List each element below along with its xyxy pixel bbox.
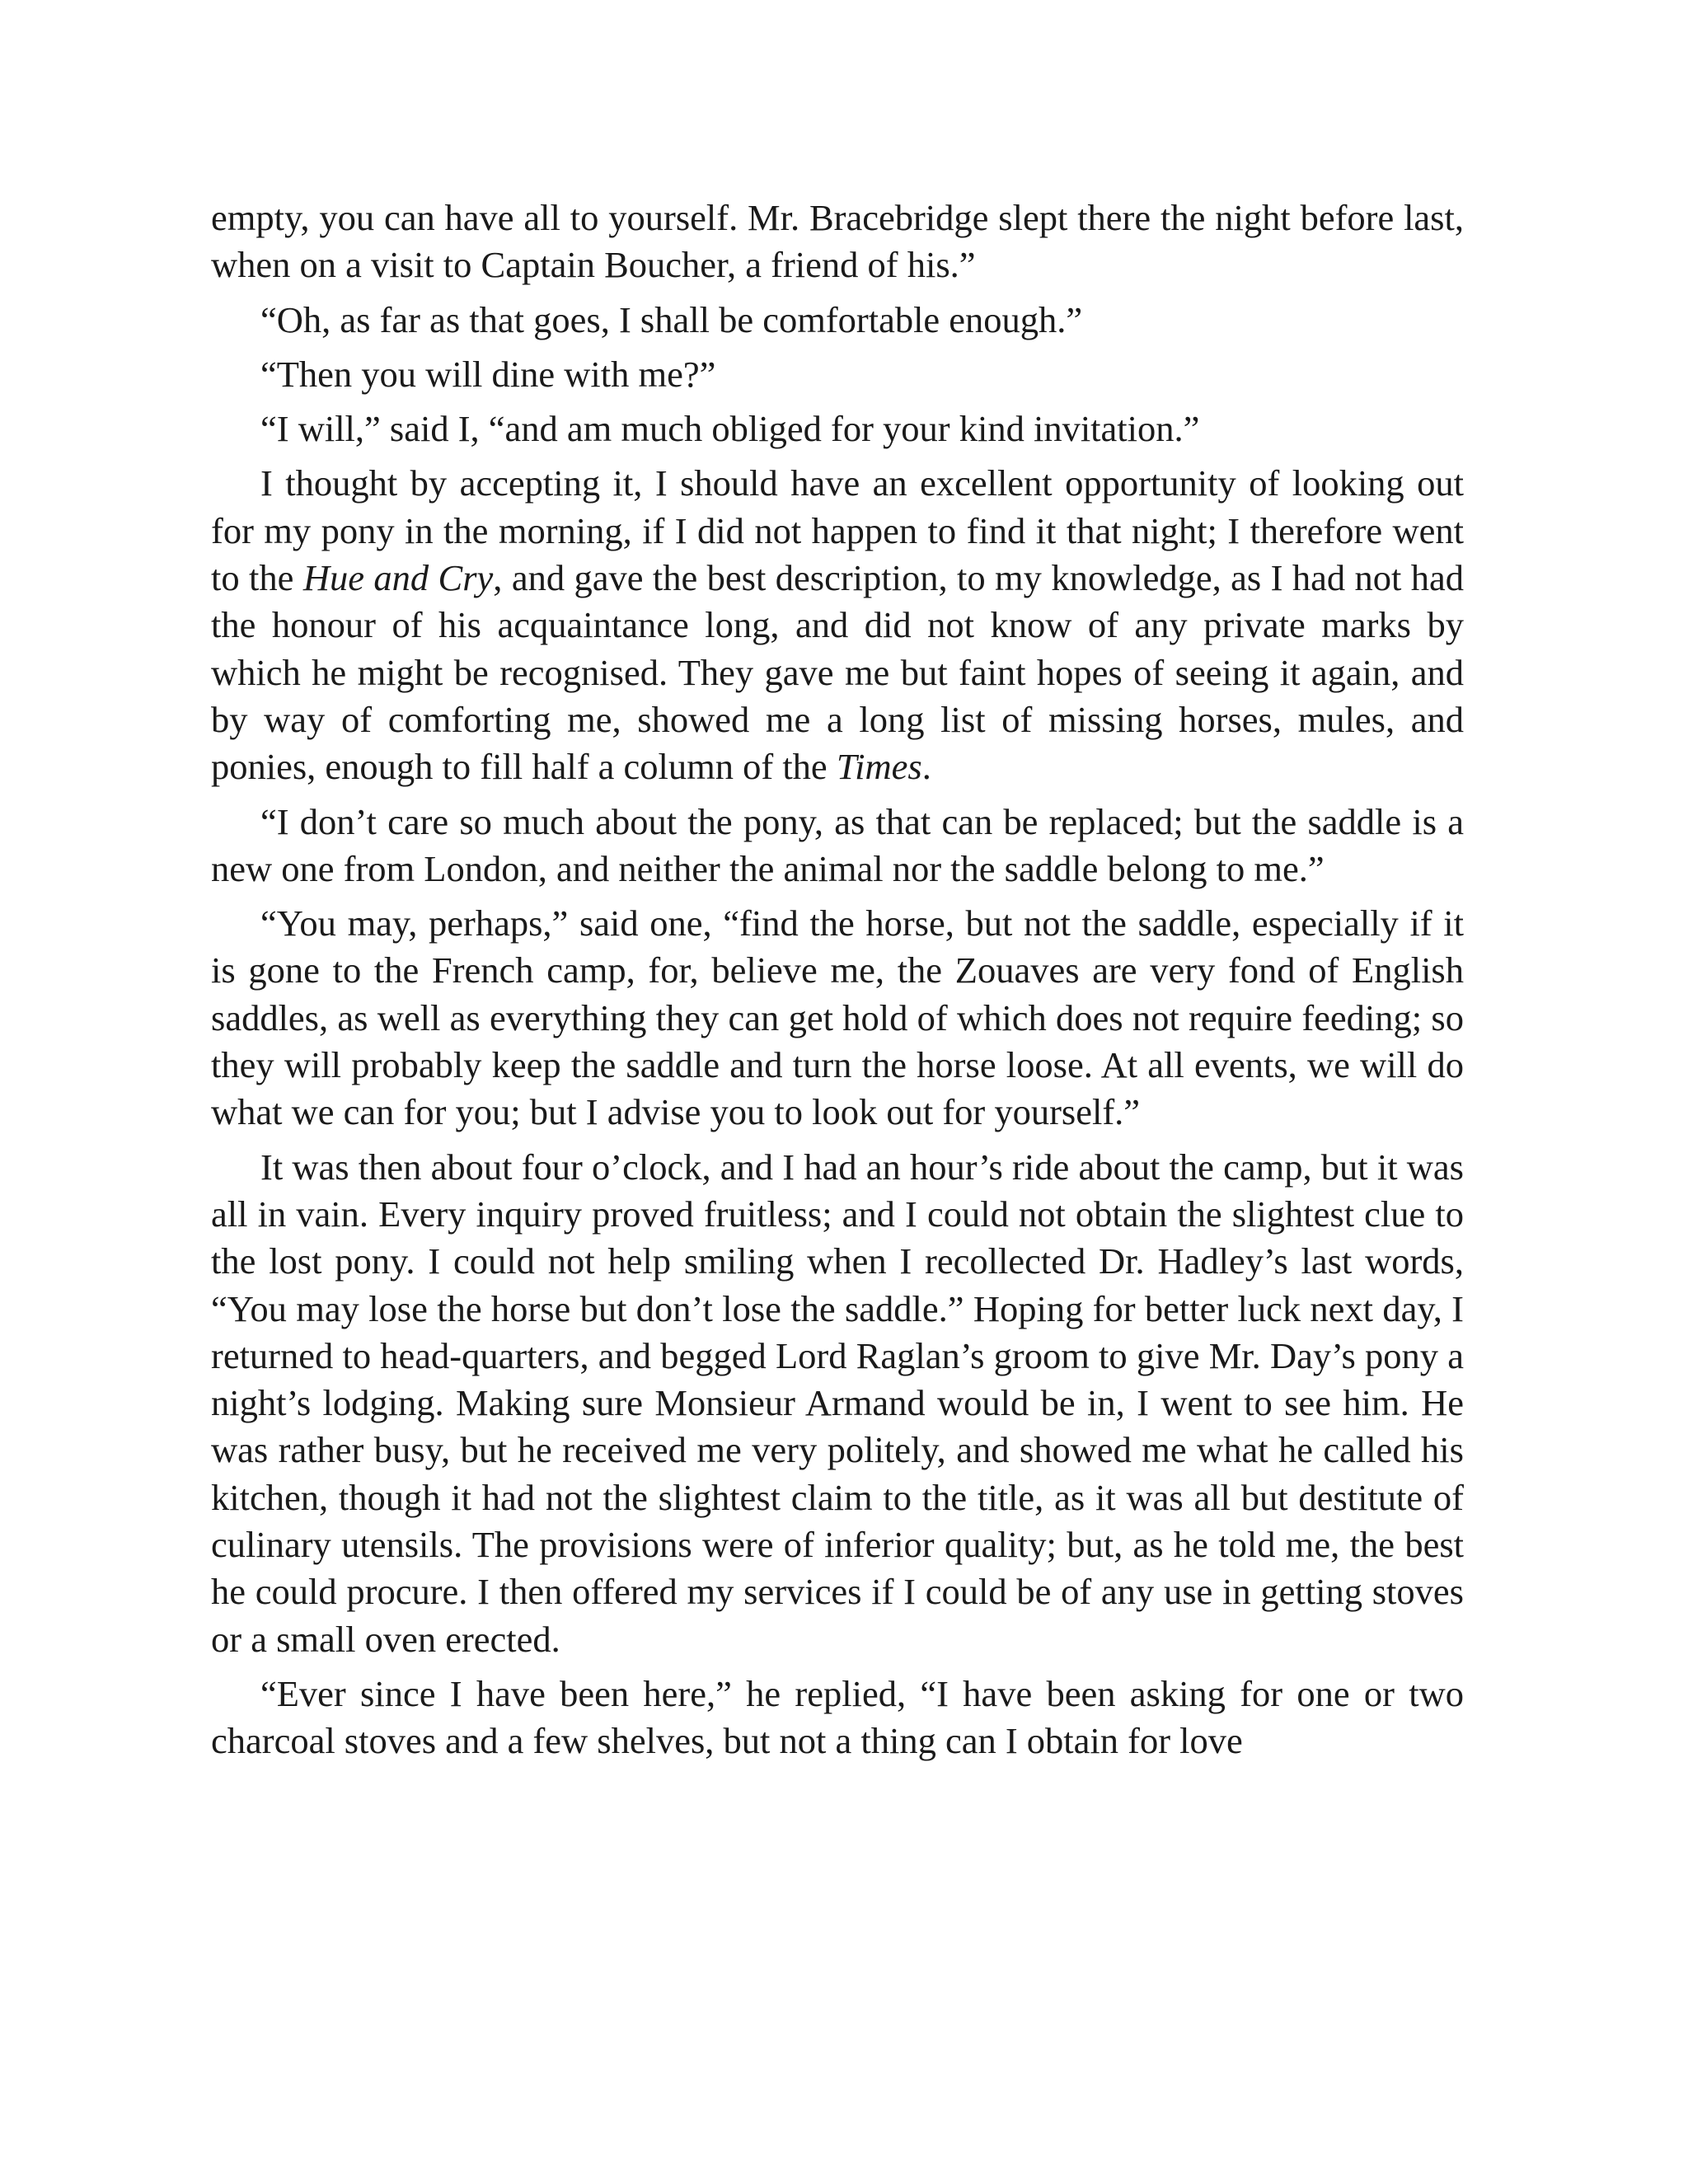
text-run: It was then about four o’clock, and I had an hour’s ride about the camp, but it was all in vain. Every inquiry proved fruitless; and I could not obtain the slightest clue to the lost pony. I could not help smiling when I recollected Dr. Hadley’s last words, “You may lose the horse but don’t lose the saddle.” Hoping for better luck next day, I returned to head-quarters, and begged Lord Raglan’s groom to give Mr. Day’s pony a night’s lodging. Making sure Monsieur Armand would be in, I went to see him. He was rather busy, but he received me very politely, and showed me what he called his kitchen, though it had not the slightest claim to the title, as it was all but destitute of culinary utensils. The provisions were of inferior quality; but, as he told me, the best he could procure. I then offered my services if I could be of any use in getting stoves or a small oven erected.: [211, 1146, 1464, 1660]
text-run: “Then you will dine with me?”: [260, 353, 716, 395]
text-run: “I don’t care so much about the pony, as that can be replaced; but the saddle is a new one from London, and neither the animal nor the saddle belong to me.”: [211, 800, 1464, 889]
body-text: [211, 194, 1464, 1773]
text-run: “You may, perhaps,” said one, “find the horse, but not the saddle, especially if it is gone to the French camp, for, believe me, the Zouaves are very fond of English saddles, as well as everything they can get hold of which does not require feeding; so they will probably keep the saddle and turn the horse loose. At all events, we will do what we can for you; but I advise you to look out for yourself.”: [211, 902, 1464, 1133]
paragraph: [211, 1671, 1464, 1765]
text-run: I thought by accepting it, I should have an excellent opportunity of looking out for my pony in the morning, if I did not happen to find it that night; I therefore went to the: [211, 462, 1464, 599]
paragraph: [211, 297, 1464, 344]
paragraph: [211, 900, 1464, 1136]
paragraph: [211, 351, 1464, 398]
text-run: empty, you can have all to yourself. Mr. Bracebridge slept there the night before last, when on a visit to Captain Boucher, a friend of his.”: [211, 197, 1464, 286]
paragraph: [211, 1144, 1464, 1663]
text-run: “I will,” said I, “and am much obliged for your kind invitation.”: [260, 408, 1200, 450]
text-run: “Oh, as far as that goes, I shall be comfortable enough.”: [260, 298, 1083, 340]
paragraph: [211, 799, 1464, 893]
text-run: “Ever since I have been here,” he replied, “I have been asking for one or two charcoal stoves and a few shelves, but not a thing can I obtain for love: [211, 1672, 1464, 1762]
paragraph: [211, 405, 1464, 452]
paragraph: [211, 194, 1464, 289]
text-run: .: [921, 746, 931, 788]
paragraph: [211, 460, 1464, 790]
text-run: , and gave the best description, to my knowledge, as I had not had the honour of his acquaintance long, and did not know of any private marks by which he might be recognised. They gave me but faint hopes of seeing it again, and by way of comforting me, showed me a long list of missing horses, mules, and ponies, enough to fill half a column of the: [211, 557, 1465, 788]
italic-title: Hue and Cry: [302, 557, 494, 599]
italic-title: Times: [836, 746, 922, 788]
